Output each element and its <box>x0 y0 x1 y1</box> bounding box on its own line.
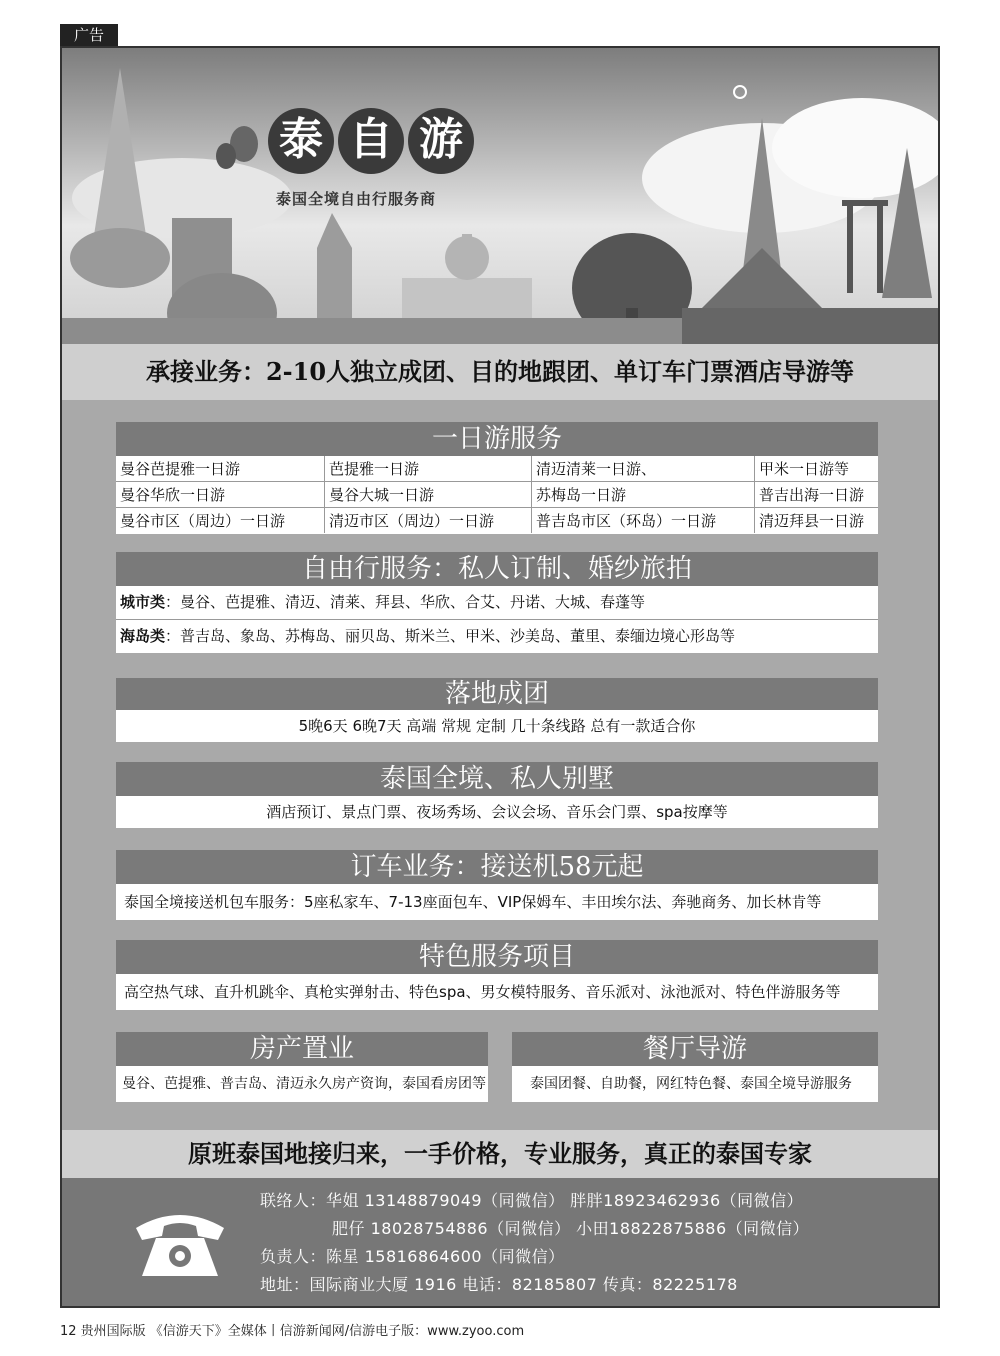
contact-line-3: 负责人：陈星 15816864600（同微信） <box>260 1247 565 1266</box>
island-text: ：普吉岛、象岛、苏梅岛、丽贝岛、斯米兰、甲米、沙美岛、董里、泰缅边境心形岛等 <box>165 627 736 645</box>
city-row <box>116 586 878 620</box>
brand-char: 自 <box>338 108 404 174</box>
real-estate-text: 曼谷、芭提雅、普吉岛、清迈永久房产资询，泰国看房团等 <box>116 1066 488 1102</box>
table-cell: 清迈清莱一日游、 <box>532 456 755 482</box>
table-cell: 曼谷大城一日游 <box>325 482 532 508</box>
brand-logo <box>268 108 478 178</box>
table-cell: 曼谷市区（周边）一日游 <box>116 508 325 534</box>
group-tour-text: 5晚6天 6晚7天 高端 常规 定制 几十条线路 总有一款适合你 <box>116 710 878 742</box>
table-row <box>116 508 878 534</box>
city-text: ：曼谷、芭提雅、清迈、清莱、拜县、华欣、合艾、丹诺、大城、春蓬等 <box>165 593 646 611</box>
banner-image <box>62 48 938 344</box>
contact-panel <box>62 1178 938 1308</box>
business-headline: 承接业务：2-10人独立成团、目的地跟团、单订车门票酒店导游等 <box>62 344 938 400</box>
day-tour-title: 一日游服务 <box>116 422 878 456</box>
table-cell: 甲米一日游等 <box>755 456 879 482</box>
advertisement <box>60 46 940 1308</box>
villa-title: 泰国全境、私人别墅 <box>116 762 878 796</box>
brand-subtitle: 泰国全境自由行服务商 <box>276 190 437 208</box>
ad-tag: 广告 <box>60 24 118 46</box>
table-row <box>116 482 878 508</box>
villa-text: 酒店预订、景点门票、夜场秀场、会议会场、音乐会门票、spa按摩等 <box>116 796 878 828</box>
group-tour-title: 落地成团 <box>116 678 878 710</box>
contact-line-2: 肥仔 18028754886（同微信） 小田18822875886（同微信） <box>332 1219 810 1238</box>
table-cell: 清迈市区（周边）一日游 <box>325 508 532 534</box>
real-estate-title: 房产置业 <box>116 1032 488 1066</box>
contact-line-1: 联络人：华姐 13148879049（同微信） 胖胖18923462936（同微信） <box>260 1191 804 1210</box>
table-cell: 普吉岛市区（环岛）一日游 <box>532 508 755 534</box>
table-cell: 苏梅岛一日游 <box>532 482 755 508</box>
table-cell: 芭提雅一日游 <box>325 456 532 482</box>
dining-guide-title: 餐厅导游 <box>512 1032 878 1066</box>
dining-guide-text: 泰国团餐、自助餐，网红特色餐、泰国全境导游服务 <box>512 1066 878 1102</box>
brand-char: 游 <box>408 108 474 174</box>
table-row <box>116 456 878 482</box>
city-label: 城市类 <box>120 593 166 611</box>
slogan: 原班泰国地接归来，一手价格，专业服务，真正的泰国专家 <box>62 1130 938 1178</box>
car-service-text: 泰国全境接送机包车服务：5座私家车、7-13座面包车、VIP保姆车、丰田埃尔法、奔驰商务、加长林肯等 <box>116 884 878 920</box>
contact-line-4: 地址：国际商业大厦 1916 电话：82185807 传真：82225178 <box>260 1275 738 1294</box>
island-row <box>116 620 878 653</box>
table-cell: 曼谷华欣一日游 <box>116 482 325 508</box>
free-travel-title: 自由行服务：私人订制、婚纱旅拍 <box>116 552 878 586</box>
page-footer: 12 贵州国际版 《信游天下》全媒体丨信游新闻网/信游电子版：www.zyoo.com <box>60 1324 525 1339</box>
special-services-title: 特色服务项目 <box>116 940 878 974</box>
free-travel-body <box>116 586 878 653</box>
table-cell: 清迈拜县一日游 <box>759 512 865 530</box>
table-cell: 曼谷芭提雅一日游 <box>116 456 325 482</box>
car-service-title: 订车业务：接送机58元起 <box>116 850 878 884</box>
day-tour-table <box>116 456 878 534</box>
special-services-text: 高空热气球、直升机跳伞、真枪实弹射击、特色spa、男女模特服务、音乐派对、泳池派对、特色伴游服务等 <box>116 974 878 1010</box>
telephone-icon <box>132 1206 228 1278</box>
brand-char: 泰 <box>268 108 334 174</box>
landmarks-illustration <box>62 48 938 344</box>
table-cell: 普吉出海一日游 <box>755 482 879 508</box>
island-label: 海岛类 <box>120 627 166 645</box>
